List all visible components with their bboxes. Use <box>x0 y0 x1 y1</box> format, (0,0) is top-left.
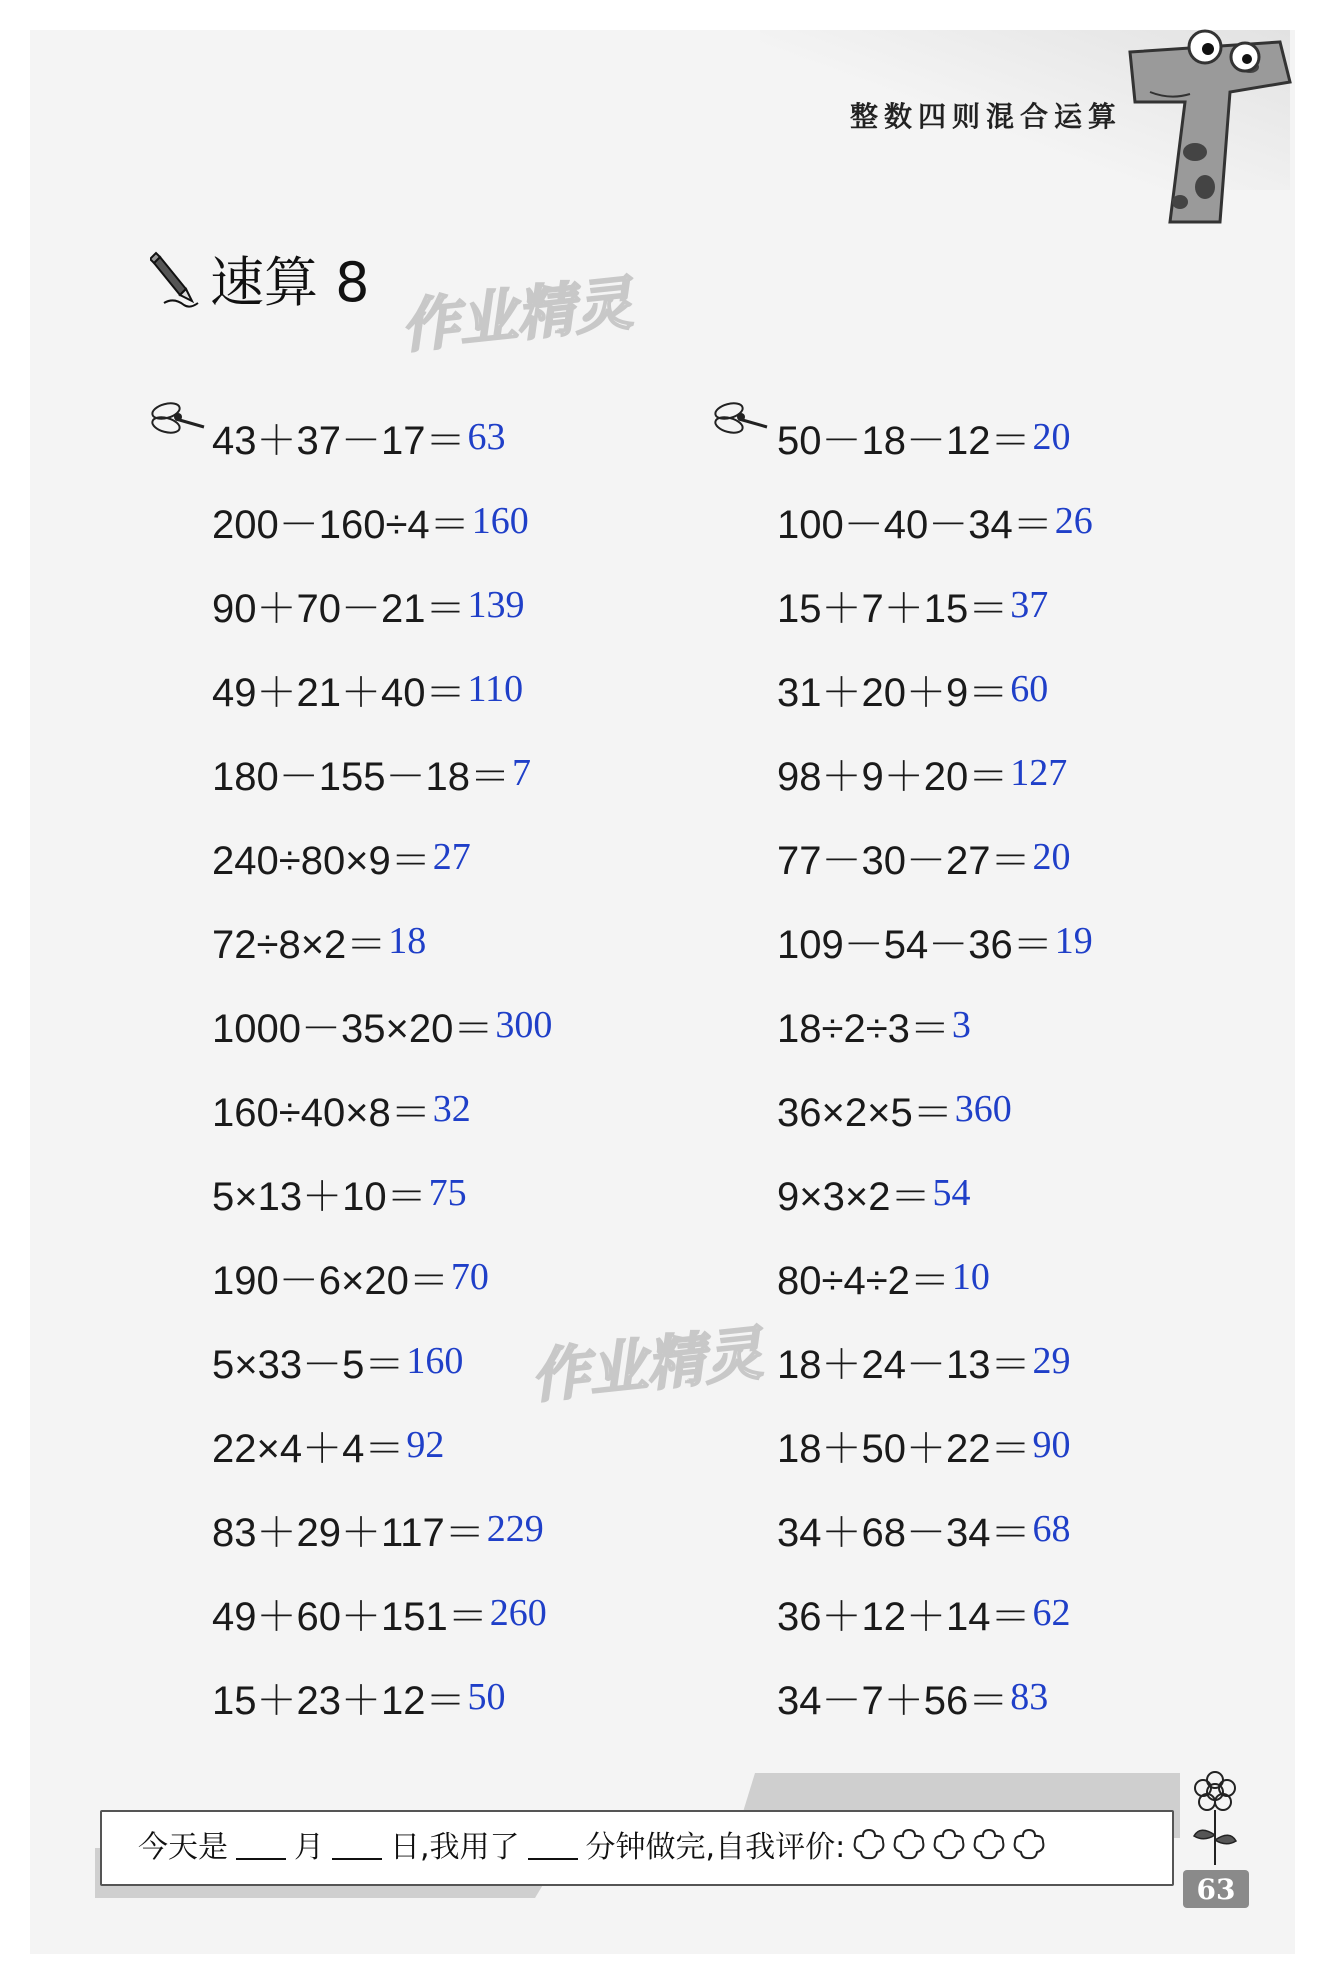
expression: 34－7＋56＝ <box>777 1678 1009 1723</box>
answer: 139 <box>467 584 525 626</box>
expression: 98＋9＋20＝ <box>777 754 1009 799</box>
problem-row <box>212 647 552 731</box>
rating-flower-icon[interactable] <box>971 1827 1007 1861</box>
expression: 109－54－36＝ <box>777 922 1053 967</box>
problem-row <box>777 899 1093 983</box>
problem-row <box>777 1319 1093 1403</box>
footer-rating-label: 分钟做完,自我评价: <box>585 1830 846 1865</box>
expression: 18÷2÷3＝ <box>777 1006 950 1051</box>
problem-row <box>212 731 552 815</box>
month-blank[interactable] <box>236 1828 286 1860</box>
problem-row <box>777 647 1093 731</box>
answer: 110 <box>467 668 524 710</box>
problem-row <box>212 1067 552 1151</box>
expression: 36＋12＋14＝ <box>777 1594 1031 1639</box>
answer: 18 <box>388 920 427 962</box>
answer: 300 <box>495 1004 553 1046</box>
problem-row <box>212 1571 552 1655</box>
answer: 7 <box>511 752 531 794</box>
expression: 50－18－12＝ <box>777 418 1031 463</box>
problem-row <box>212 1235 552 1319</box>
answer: 260 <box>489 1592 547 1634</box>
problem-row <box>777 1403 1093 1487</box>
expression: 18＋24－13＝ <box>777 1342 1031 1387</box>
expression: 72÷8×2＝ <box>212 922 387 967</box>
giraffe-seven-mascot-icon <box>1110 22 1300 232</box>
problem-row <box>777 1571 1093 1655</box>
answer: 29 <box>1032 1340 1071 1382</box>
rating-flower-icon[interactable] <box>931 1827 967 1861</box>
expression: 31＋20＋9＝ <box>777 670 1009 715</box>
problem-row <box>212 395 552 479</box>
problem-row <box>777 1655 1093 1739</box>
answer: 62 <box>1032 1592 1071 1634</box>
answer: 20 <box>1032 836 1071 878</box>
problem-row <box>212 1487 552 1571</box>
problem-row <box>777 563 1093 647</box>
chapter-title: 整数四则混合运算 <box>850 100 1123 133</box>
expression: 77－30－27＝ <box>777 838 1031 883</box>
right-problem-column <box>777 395 1093 1739</box>
day-blank[interactable] <box>332 1828 382 1860</box>
answer: 127 <box>1010 752 1068 794</box>
expression: 43＋37－17＝ <box>212 418 466 463</box>
answer: 27 <box>432 836 471 878</box>
problem-row <box>212 983 552 1067</box>
problem-row <box>777 731 1093 815</box>
watermark-middle: 作业精灵 <box>527 1319 766 1411</box>
problem-row <box>212 1151 552 1235</box>
watermark-top: 作业精灵 <box>397 269 636 361</box>
footer-month-label: 月 <box>294 1830 324 1865</box>
answer: 90 <box>1032 1424 1071 1466</box>
answer: 26 <box>1054 500 1093 542</box>
problem-row <box>777 815 1093 899</box>
problem-row <box>212 479 552 563</box>
answer: 20 <box>1032 416 1071 458</box>
rating-flower-icon[interactable] <box>851 1827 887 1861</box>
answer: 160 <box>471 500 529 542</box>
expression: 34＋68－34＝ <box>777 1510 1031 1555</box>
expression: 49＋21＋40＝ <box>212 670 466 715</box>
expression: 80÷4÷2＝ <box>777 1258 950 1303</box>
self-evaluation-line <box>138 1822 1047 1866</box>
expression: 160÷40×8＝ <box>212 1090 431 1135</box>
problem-row <box>777 479 1093 563</box>
problem-row <box>777 1235 1093 1319</box>
answer: 10 <box>951 1256 990 1298</box>
problem-row <box>777 1487 1093 1571</box>
expression: 15＋7＋15＝ <box>777 586 1009 631</box>
expression: 36×2×5＝ <box>777 1090 953 1135</box>
expression: 18＋50＋22＝ <box>777 1426 1031 1471</box>
problem-row <box>212 815 552 899</box>
footer-date-label: 今天是 <box>138 1830 228 1865</box>
pencil-icon <box>150 249 202 309</box>
minutes-blank[interactable] <box>528 1828 578 1860</box>
rating-flowers <box>851 1827 1047 1861</box>
answer: 32 <box>432 1088 471 1130</box>
problem-row <box>777 1067 1093 1151</box>
expression: 200－160÷4＝ <box>212 502 470 547</box>
dragonfly-icon <box>150 397 206 441</box>
page-number: 63 <box>1183 1870 1249 1908</box>
expression: 240÷80×9＝ <box>212 838 431 883</box>
answer: 50 <box>467 1676 506 1718</box>
problem-row <box>777 1151 1093 1235</box>
answer: 54 <box>932 1172 971 1214</box>
footer-time-label: 日,我用了 <box>390 1830 520 1865</box>
expression: 5×13＋10＝ <box>212 1174 427 1219</box>
answer: 83 <box>1010 1676 1049 1718</box>
rating-flower-icon[interactable] <box>891 1827 927 1861</box>
answer: 360 <box>954 1088 1012 1130</box>
left-problem-column <box>212 395 552 1739</box>
expression: 15＋23＋12＝ <box>212 1678 466 1723</box>
problem-row <box>212 1655 552 1739</box>
expression: 1000－35×20＝ <box>212 1006 494 1051</box>
expression: 100－40－34＝ <box>777 502 1053 547</box>
answer: 160 <box>406 1340 464 1382</box>
answer: 63 <box>467 416 506 458</box>
dragonfly-icon <box>713 397 769 441</box>
rating-flower-icon[interactable] <box>1011 1827 1047 1861</box>
problem-row <box>777 983 1093 1067</box>
problem-row <box>212 899 552 983</box>
answer: 3 <box>951 1004 971 1046</box>
expression: 22×4＋4＝ <box>212 1426 405 1471</box>
expression: 83＋29＋117＝ <box>212 1510 485 1555</box>
problem-row <box>212 1403 552 1487</box>
answer: 92 <box>406 1424 445 1466</box>
problem-row <box>777 395 1093 479</box>
problem-row <box>212 563 552 647</box>
answer: 229 <box>486 1508 544 1550</box>
flower-icon <box>1180 1770 1250 1870</box>
expression: 190－6×20＝ <box>212 1258 449 1303</box>
answer: 19 <box>1054 920 1093 962</box>
answer: 68 <box>1032 1508 1071 1550</box>
expression: 180－155－18＝ <box>212 754 510 799</box>
section-title-text: 速算 8 <box>210 251 370 314</box>
expression: 9×3×2＝ <box>777 1174 931 1219</box>
problem-row <box>212 1319 552 1403</box>
section-title <box>150 240 370 317</box>
expression: 90＋70－21＝ <box>212 586 466 631</box>
expression: 5×33－5＝ <box>212 1342 405 1387</box>
answer: 37 <box>1010 584 1049 626</box>
answer: 60 <box>1010 668 1049 710</box>
expression: 49＋60＋151＝ <box>212 1594 488 1639</box>
answer: 70 <box>450 1256 489 1298</box>
answer: 75 <box>428 1172 467 1214</box>
